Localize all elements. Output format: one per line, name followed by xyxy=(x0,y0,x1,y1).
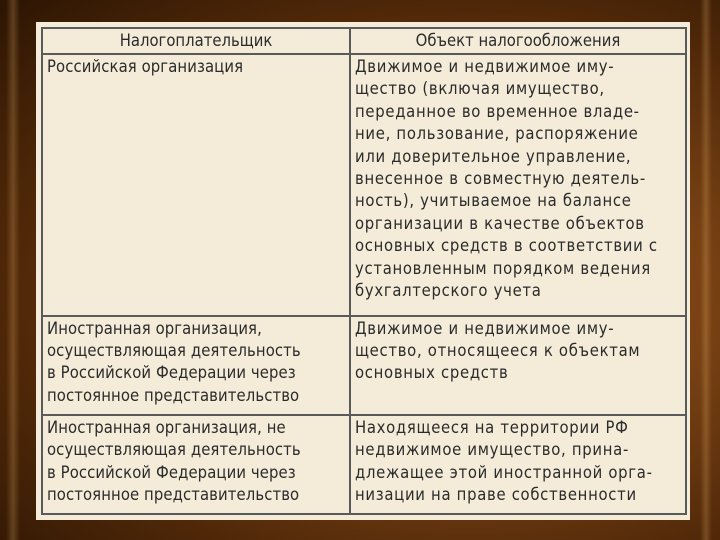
text-line: постоянное представительство xyxy=(47,485,300,504)
text-line: Иностранная организация, xyxy=(47,318,262,338)
text-line: в Российской Федерации через xyxy=(47,363,296,383)
text-line: основных средств в соответствии с xyxy=(355,236,658,256)
text-line: основных средств xyxy=(355,363,509,383)
text-line: осуществляющая деятельность xyxy=(47,340,301,360)
table-frame xyxy=(36,22,690,520)
tax-object-cell xyxy=(350,316,686,415)
text-line: организации в качестве объектов xyxy=(355,213,645,233)
header-tax-object: Объект налогообложения xyxy=(350,28,686,54)
taxpayer-cell xyxy=(42,54,350,316)
text-line: Движимое и недвижимое иму- xyxy=(355,57,615,77)
text-line: установленным порядком ведения xyxy=(355,258,651,278)
text-line: ние, пользование, распоряжение xyxy=(355,124,639,144)
table-row xyxy=(42,54,686,316)
text-line: бухгалтерского учета xyxy=(355,281,542,301)
header-taxpayer: Налогоплательщик xyxy=(42,28,350,54)
text-line: внесенное в совместную деятель- xyxy=(355,169,646,189)
text-line: щество, относящееся к объектам xyxy=(355,340,641,360)
text-line: осуществляющая деятельность xyxy=(47,440,301,460)
text-line: постоянное представительство xyxy=(47,385,300,405)
text-line: в Российской Федерации через xyxy=(47,462,296,482)
text-line: переданное во временное владе- xyxy=(355,101,640,121)
text-line: Российская организация xyxy=(47,57,244,77)
tax-object-cell xyxy=(350,415,686,514)
table-header-row xyxy=(42,28,686,54)
text-line: недвижимое имущество, прина- xyxy=(355,440,629,460)
taxpayer-cell xyxy=(42,415,350,514)
text-line: Движимое и недвижимое иму- xyxy=(355,318,615,338)
text-line: щество (включая имущество, xyxy=(355,79,605,99)
background-streak xyxy=(700,0,712,540)
tax-table xyxy=(41,27,687,515)
table-row xyxy=(42,316,686,415)
text-line: низации на праве собственности xyxy=(355,485,637,504)
taxpayer-cell xyxy=(42,316,350,415)
tax-object-cell xyxy=(350,54,686,316)
text-line: длежащее этой иностранной орга- xyxy=(355,462,653,482)
table-row xyxy=(42,415,686,514)
text-line: или доверительное управление, xyxy=(355,146,632,166)
text-line: Находящееся на территории РФ xyxy=(355,417,629,437)
text-line: ность), учитываемое на балансе xyxy=(355,191,632,211)
background-streak xyxy=(6,0,20,540)
text-line: Иностранная организация, не xyxy=(47,417,286,437)
